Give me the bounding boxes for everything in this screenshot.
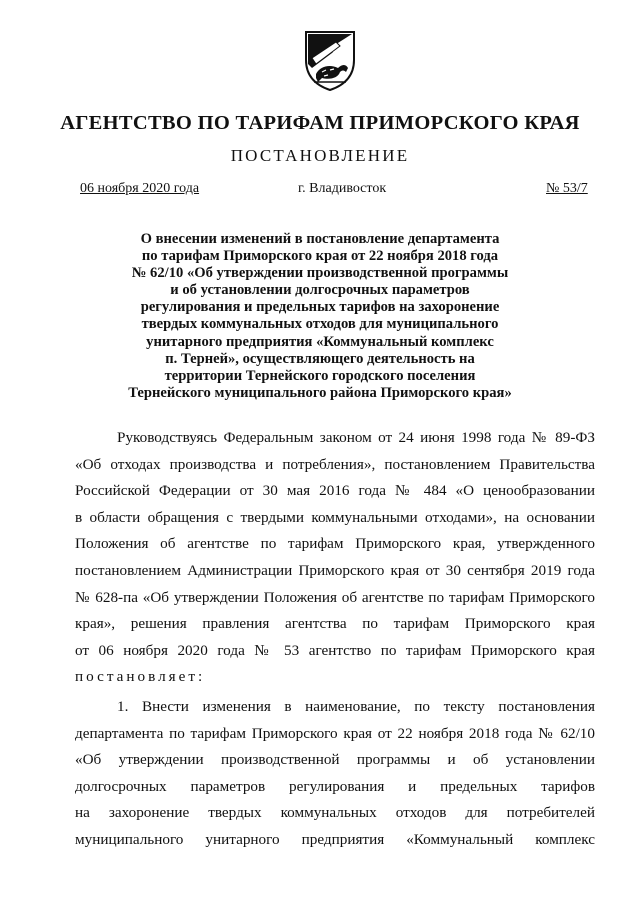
title-line: регулирования и предельных тарифов на захоронение	[140, 299, 500, 316]
body-line: на захоронение твердых коммунальных отходов для потребителей	[75, 804, 595, 822]
title-line: унитарного предприятия «Коммунальный комплекс	[146, 333, 494, 350]
body-line: 1. Внести изменения в наименование, по тексту постановления	[117, 697, 595, 715]
body-line: муниципального унитарного предприятия «Коммунальный комплекс	[75, 830, 595, 848]
title-line: по тарифам Приморского края от 22 ноября 2018 года	[141, 248, 499, 265]
body-line: «Об отходах производства и потребления», постановлением Правительства	[75, 455, 595, 473]
body-line: Положения об агентстве по тарифам Приморского края, утвержденного	[75, 535, 595, 553]
title-line: № 62/10 «Об утверждении производственной программы	[131, 265, 509, 282]
body-line: края», решения правления агентства по тарифам Приморского края	[75, 615, 595, 633]
body-line: департамента по тарифам Приморского края от 22 ноября 2018 года № 62/10	[75, 724, 595, 742]
agency-name: АГЕНТСТВО ПО ТАРИФАМ ПРИМОРСКОГО КРАЯ	[60, 112, 580, 134]
body-line: Руководствуясь Федеральным законом от 24 июня 1998 года № 89-ФЗ	[117, 429, 595, 446]
body-line: «Об утверждении производственной программы и об установлении	[75, 751, 595, 769]
title-line: Тернейского муниципального района Приморского края»	[128, 384, 512, 401]
document-type: ПОСТАНОВЛЕНИЕ	[230, 146, 410, 165]
body-line: в области обращения с твердыми коммунальными отходами», на основании	[75, 508, 595, 526]
coat-of-arms-icon	[300, 28, 360, 92]
body-line: постановлением Администрации Приморского края от 30 сентября 2019 года	[75, 561, 595, 579]
document-city: г. Владивосток	[298, 181, 387, 196]
title-line: п. Терней», осуществляющего деятельность на	[165, 350, 475, 367]
body-line: Российской Федерации от 30 мая 2016 года № 484 «О ценообразовании	[75, 482, 595, 500]
body-line: долгосрочных параметров регулирования и предельных тарифов	[75, 777, 595, 795]
body-line: № 628-па «Об утверждении Положения об агентстве по тарифам Приморского	[75, 588, 595, 606]
document-body	[75, 425, 595, 854]
title-line: О внесении изменений в постановление департамента	[140, 231, 500, 247]
title-line: территории Тернейского городского поселения	[164, 367, 476, 384]
title-line: и об установлении долгосрочных параметров	[170, 282, 470, 299]
document-number: № 53/7	[546, 181, 588, 196]
document-date: 06 ноября 2020 года	[80, 181, 200, 196]
decree-word: постановляет:	[75, 668, 206, 686]
document-title	[100, 231, 540, 402]
body-line: от 06 ноября 2020 года № 53 агентство по тарифам Приморского края	[75, 641, 595, 659]
title-line: твердых коммунальных отходов для муниципального	[141, 316, 499, 333]
